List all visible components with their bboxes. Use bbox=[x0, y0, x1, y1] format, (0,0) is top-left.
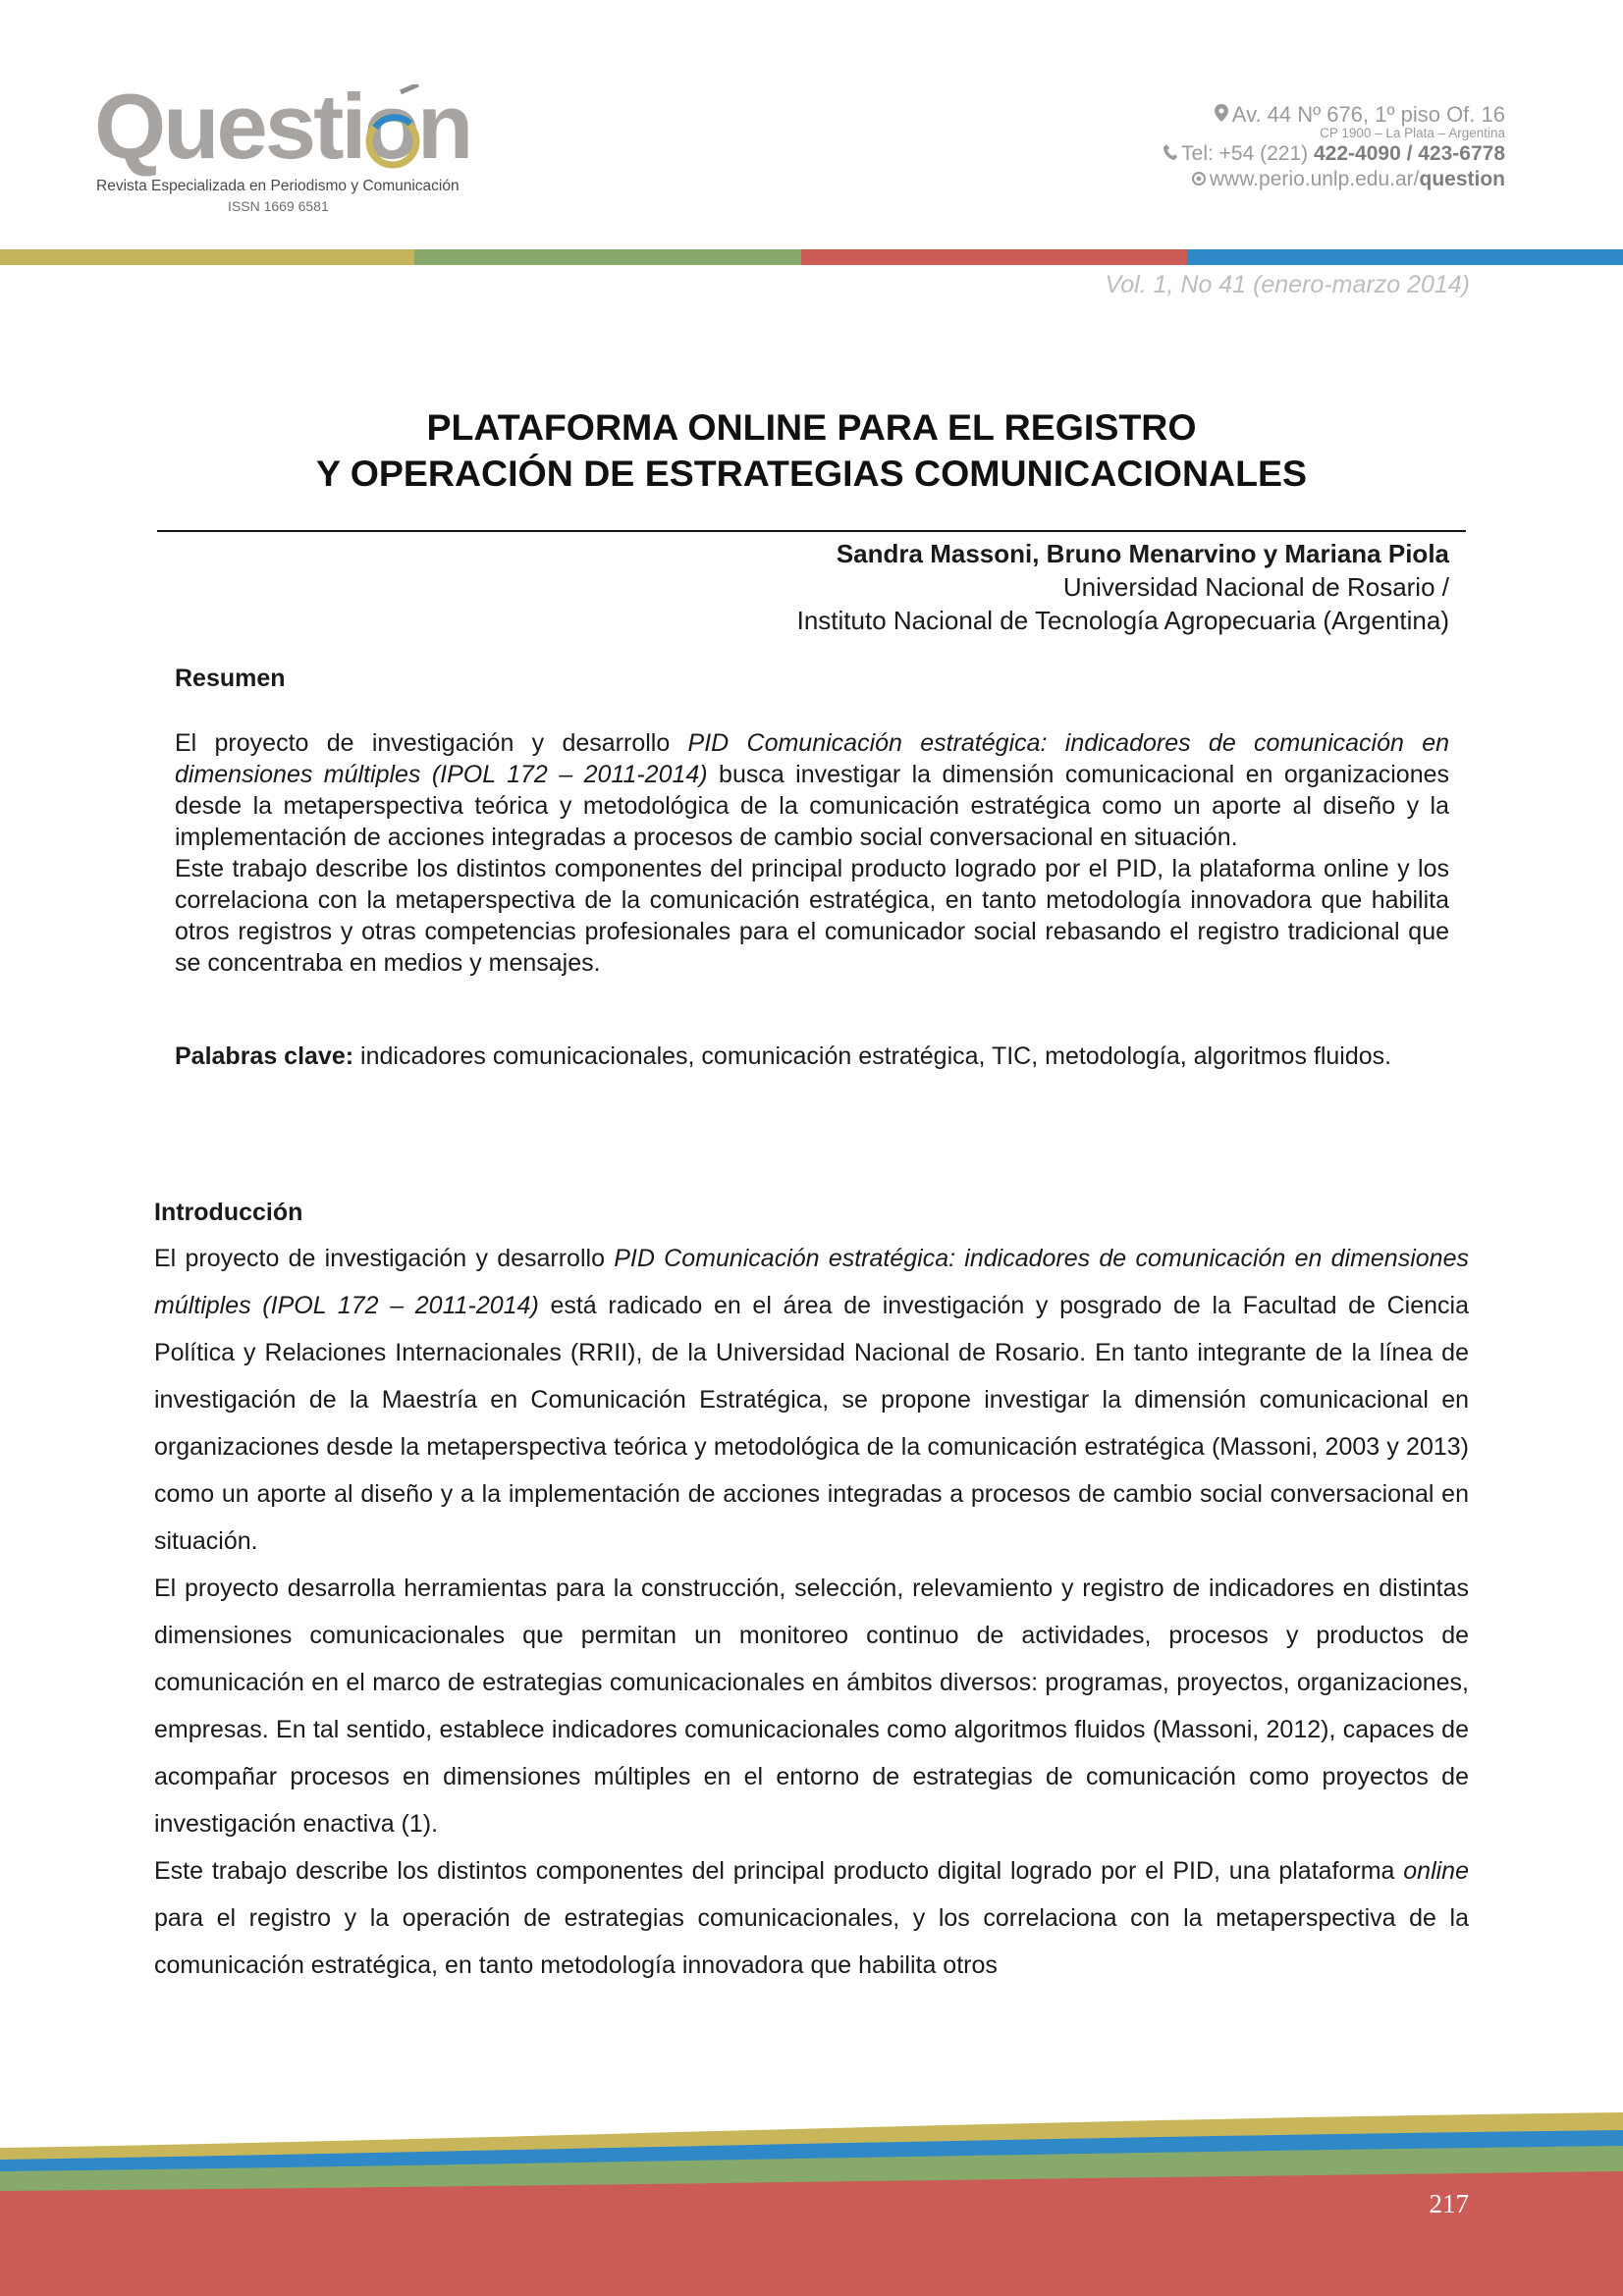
title-divider bbox=[157, 530, 1466, 532]
keywords-list: indicadores comunicacionales, comunicación estratégica, TIC, metodología, algoritmos fluidos. bbox=[353, 1042, 1392, 1070]
phone-prefix: Tel: +54 (221) bbox=[1181, 142, 1314, 165]
page-number: 217 bbox=[1429, 2189, 1469, 2218]
logo-accent-icon bbox=[361, 84, 469, 173]
logo-issn: ISSN 1669 6581 bbox=[228, 198, 329, 214]
keywords-label: Palabras clave: bbox=[175, 1042, 354, 1070]
phone-icon bbox=[1163, 142, 1177, 166]
abstract-text: El proyecto de investigación y desarrollo bbox=[175, 729, 688, 757]
intro-paragraph-1 bbox=[154, 1235, 1469, 1565]
project-title-italic: PID Comunicación estratégica: indicadores de comunicación en dimensiones múltiples (IPOL 172 – 2011-2014) bbox=[175, 729, 1449, 788]
affiliation-line-1: Universidad Nacional de Rosario / bbox=[1062, 571, 1449, 602]
logo-subtitle: Revista Especializada en Periodismo y Comunicación bbox=[96, 178, 460, 194]
stripe-green bbox=[414, 249, 801, 265]
abstract-heading: Resumen bbox=[175, 665, 286, 692]
intro-paragraph-3 bbox=[154, 1847, 1469, 1989]
stripe-blue bbox=[1187, 249, 1623, 265]
article-title bbox=[157, 404, 1466, 497]
footer-waves bbox=[0, 2101, 1623, 2296]
stripe-red bbox=[801, 249, 1187, 265]
project-title-italic: PID Comunicación estratégica: indicadores de comunicación en dimensiones múltiples (IPOL 172 – 2011-2014) bbox=[154, 1245, 1469, 1319]
introduction-heading: Introducción bbox=[154, 1199, 303, 1226]
address-text: Av. 44 Nº 676, 1º piso Of. 16 bbox=[1231, 102, 1505, 127]
affiliation-line-2: Instituto Nacional de Tecnología Agropecuaria (Argentina) bbox=[796, 605, 1449, 635]
intro-paragraph-2: El proyecto desarrolla herramientas para la construcción, selección, relevamiento y registro de indicadores en distintas dimensiones comunicacionales que permitan un monitoreo continuo de actividades, procesos y productos de comunicación en el marco de estrategias comunicacionales en ámbitos diversos: programas, proyectos, organizaciones, empresas. En tal sentido, establece indicadores comunicacionales como algoritmos fluidos (Massoni, 2012), capaces de acompañar procesos en dimensiones múltiples en el entorno de estrategias de comunicación como proyectos de investigación enactiva (1). bbox=[154, 1575, 1469, 1838]
online-italic: online bbox=[1403, 1857, 1469, 1885]
logo-wordmark: Question bbox=[94, 75, 471, 178]
contact-info bbox=[1163, 102, 1505, 191]
intro-text: El proyecto de investigación y desarrollo bbox=[154, 1245, 615, 1272]
website-line[interactable] bbox=[1163, 168, 1505, 191]
intro-text: está radicado en el área de investigación y posgrado de la Facultad de Ciencia Política y Relaciones Internacionales (RRII), de la Universidad Nacional de Rosario. En tanto integrante de la línea de investigación de la Maestría en Comunicación Estratégica, se propone investigar la dimensión comunicacional en organizaciones desde la metaperspectiva teórica y metodológica de la comunicación estratégica (Massoni, 2003 y 2013) como un aporte al diseño y a la implementación de acciones integradas a procesos de cambio social conversacional en situación. bbox=[154, 1292, 1469, 1555]
author-names: Sandra Massoni, Bruno Menarvino y Mariana Piola bbox=[836, 539, 1449, 568]
introduction-body bbox=[154, 1235, 1469, 1989]
phone-numbers: 422-4090 / 423-6778 bbox=[1314, 142, 1505, 165]
intro-text: Este trabajo describe los distintos componentes del principal producto digital logrado por el PID, una plataforma bbox=[154, 1857, 1404, 1885]
volume-info: Vol. 1, No 41 (enero-marzo 2014) bbox=[1105, 271, 1470, 298]
postal-code: CP 1900 – La Plata – Argentina bbox=[1320, 126, 1505, 140]
abstract-paragraph-2: Este trabajo describe los distintos componentes del principal producto logrado por el PID, la plataforma online y los correlaciona con la metaperspectiva de la comunicación estratégica, en tanto metodología innovadora que habilita otros registros y otras competencias profesionales para el comunicador social rebasando el registro tradicional que se concentraba en medios y mensajes. bbox=[175, 855, 1449, 977]
abstract-paragraph-1 bbox=[175, 727, 1449, 853]
intro-text: para el registro y la operación de estrategias comunicacionales, y los correlaciona con la metaperspectiva de la comunicación estratégica, en tanto metodología innovadora que habilita otros bbox=[154, 1904, 1469, 1979]
at-sign-icon bbox=[1192, 168, 1206, 191]
location-pin-icon bbox=[1215, 102, 1228, 128]
stripe-yellow bbox=[0, 249, 414, 265]
keywords bbox=[175, 1041, 1449, 1072]
journal-logo bbox=[94, 75, 507, 218]
website-bold: question bbox=[1419, 168, 1505, 190]
author-block bbox=[797, 538, 1449, 637]
abstract-body bbox=[175, 727, 1449, 979]
title-line-2: Y OPERACIÓN DE ESTRATEGIAS COMUNICACIONALES bbox=[315, 452, 1308, 494]
phone-line bbox=[1163, 142, 1505, 166]
website-prefix: www.perio.unlp.edu.ar/ bbox=[1209, 168, 1420, 190]
address-line bbox=[1163, 102, 1505, 128]
title-line-1: PLATAFORMA ONLINE PARA EL REGISTRO bbox=[426, 406, 1197, 448]
abstract-text: busca investigar la dimensión comunicacional en organizaciones desde la metaperspectiva teórica y metodológica de la comunicación estratégica como un aporte al diseño y la implementación de acciones integradas a procesos de cambio social conversacional en situación. bbox=[175, 761, 1450, 851]
